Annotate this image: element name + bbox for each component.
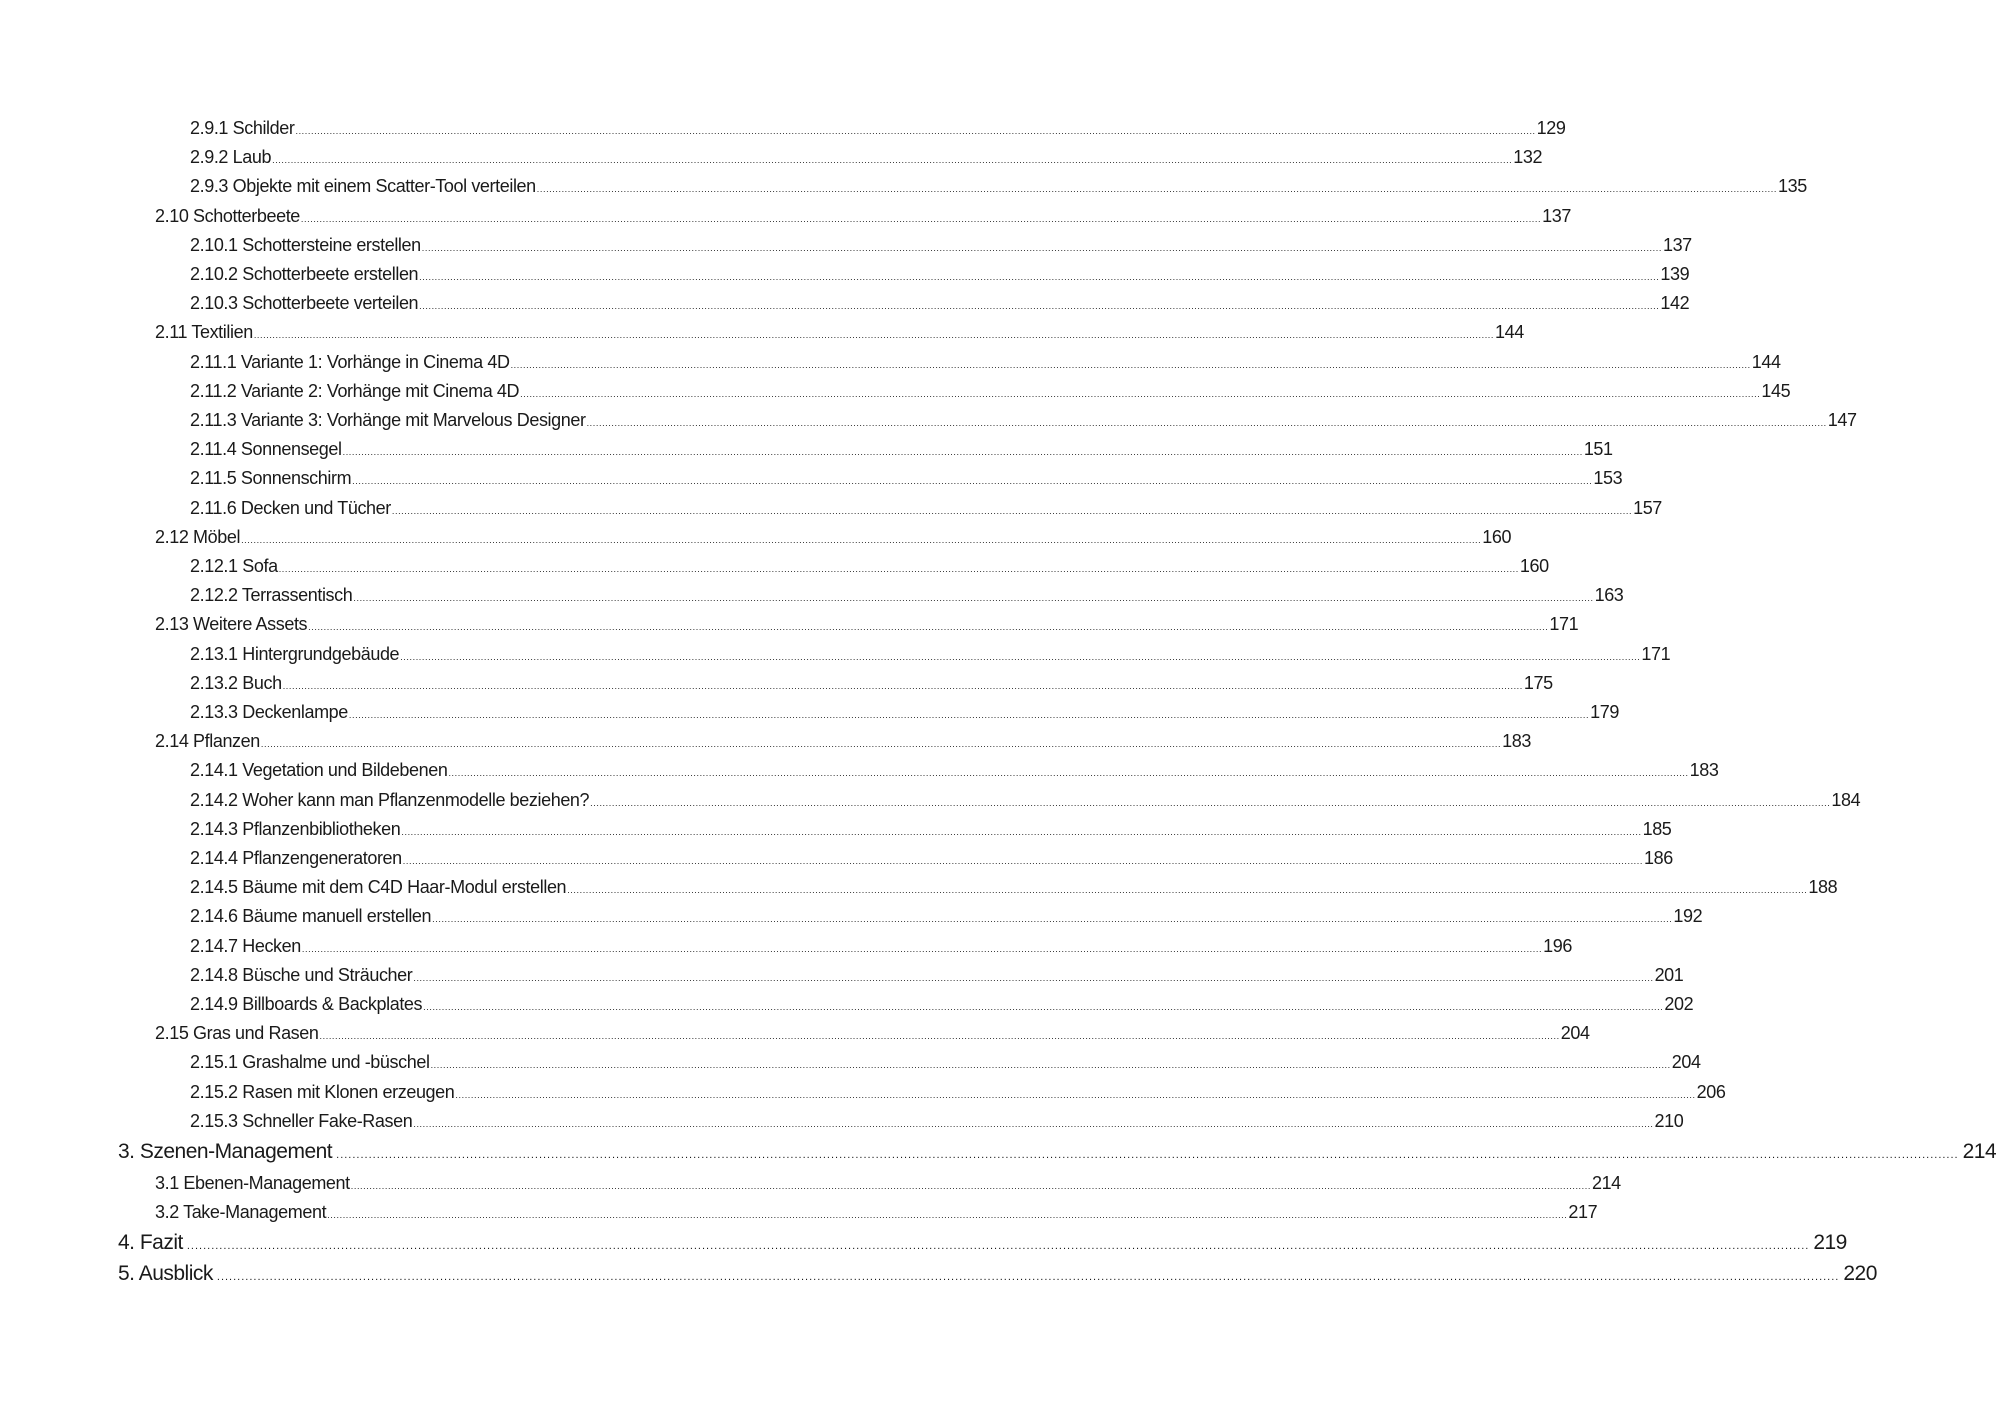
toc-entry[interactable]	[190, 934, 1572, 958]
toc-entry[interactable]	[190, 350, 1781, 374]
dot-leader: ................................................................................................................................................................................................................................................................................................................................................................................................................	[536, 184, 1777, 195]
dot-leader: ................................................................................................................................................................................................................................................................................................................................................................................................................	[272, 155, 1513, 166]
dot-leader: ................................................................................................................................................................................................................................................................................................................................................................................................................	[300, 213, 1542, 224]
toc-entry-page: 183	[1502, 731, 1531, 752]
toc-entry-title: 2.14.7 Hecken	[190, 935, 301, 956]
dot-leader: ................................................................................................................................................................................................................................................................................................................................................................................................................	[295, 126, 1536, 136]
toc-entry-page: 153	[1593, 468, 1623, 489]
toc-entry[interactable]	[155, 729, 1531, 753]
toc-entry[interactable]	[190, 291, 1690, 315]
toc-entry-title: 2.14.2 Woher kann man Pflanzenmodelle beziehen?	[190, 789, 590, 810]
dot-leader: ................................................................................................................................................................................................................................................................................................................................................................................................................	[520, 388, 1761, 399]
toc-entry-page: 175	[1523, 672, 1553, 693]
toc-entry-page: 132	[1513, 147, 1543, 168]
toc-entry[interactable]	[155, 1171, 1621, 1195]
toc-entry-title: 2.9.1 Schilder	[190, 118, 295, 138]
toc-entry-page: 160	[1519, 556, 1549, 576]
toc-entry[interactable]	[190, 875, 1838, 899]
toc-entry-title: 2.10.3 Schotterbeete verteilen	[190, 293, 419, 314]
toc-entry[interactable]	[190, 437, 1613, 461]
dot-leader: ................................................................................................................................................................................................................................................................................................................................................................................................................	[350, 1180, 1591, 1191]
dot-leader: ................................................................................................................................................................................................................................................................................................................................................................................................................	[419, 301, 1660, 312]
toc-entry[interactable]	[155, 320, 1524, 344]
dot-leader: ................................................................................................................................................................................................................................................................................................................................................................................................................	[402, 856, 1643, 866]
toc-entry-title: 2.14.8 Büsche und Sträucher	[190, 964, 413, 985]
dot-leader: ................................................................................................................................................................................................................................................................................................................................................................................................................	[400, 651, 1641, 662]
toc-entry-page: 171	[1549, 614, 1579, 635]
dot-leader: ................................................................................................................................................................................................................................................................................................................................................................................................................	[216, 1271, 1840, 1283]
toc-entry-page: 201	[1654, 964, 1684, 985]
toc-entry[interactable]	[190, 262, 1690, 286]
dot-leader: ................................................................................................................................................................................................................................................................................................................................................................................................................	[301, 943, 1543, 954]
toc-entry[interactable]	[190, 116, 1566, 140]
toc-entry-page: 144	[1751, 351, 1781, 372]
toc-entry[interactable]	[190, 408, 1857, 432]
dot-leader: ................................................................................................................................................................................................................................................................................................................................................................................................................	[253, 330, 1495, 341]
toc-entry-title: 3. Szenen-Management	[118, 1139, 333, 1163]
toc-entry-title: 2.9.2 Laub	[190, 147, 272, 168]
toc-entry-page: 163	[1594, 585, 1624, 606]
toc-entry[interactable]	[190, 700, 1619, 724]
toc-entry[interactable]	[190, 145, 1543, 169]
dot-leader: ................................................................................................................................................................................................................................................................................................................................................................................................................	[308, 622, 1549, 633]
toc-entry-title: 2.13.3 Deckenlampe	[190, 702, 348, 722]
toc-entry[interactable]	[190, 1109, 1684, 1133]
toc-entry[interactable]	[190, 788, 1861, 812]
toc-entry-page: 220	[1843, 1262, 1877, 1285]
dot-leader: ................................................................................................................................................................................................................................................................................................................................................................................................................	[319, 1031, 1560, 1042]
toc-entry-title: 2.13.1 Hintergrundgebäude	[190, 643, 400, 664]
toc-entry-page: 160	[1482, 526, 1512, 547]
toc-entry-page: 183	[1689, 760, 1719, 781]
dot-leader: ................................................................................................................................................................................................................................................................................................................................................................................................................	[391, 505, 1633, 516]
toc-entry-title: 4. Fazit	[118, 1231, 183, 1254]
toc-entry[interactable]	[190, 583, 1624, 607]
toc-entry[interactable]	[118, 1260, 1877, 1288]
toc-entry-title: 2.14 Pflanzen	[155, 731, 260, 752]
toc-entry-title: 2.14.9 Billboards & Backplates	[190, 994, 423, 1014]
toc-entry-title: 2.11.3 Variante 3: Vorhänge mit Marvelous Designer	[190, 410, 586, 430]
toc-entry-page: 129	[1536, 118, 1566, 138]
toc-entry-title: 2.13 Weitere Assets	[155, 614, 308, 635]
toc-entry[interactable]	[190, 904, 1703, 928]
dot-leader: ................................................................................................................................................................................................................................................................................................................................................................................................................	[590, 797, 1831, 808]
toc-entry-page: 144	[1495, 322, 1524, 343]
toc-entry-title: 2.9.3 Objekte mit einem Scatter-Tool verteilen	[190, 176, 536, 197]
toc-entry[interactable]	[190, 496, 1662, 520]
toc-entry-title: 2.11.5 Sonnenschirm	[190, 468, 352, 489]
toc-entry-title: 2.11.1 Variante 1: Vorhänge in Cinema 4D	[190, 351, 510, 372]
dot-leader: ................................................................................................................................................................................................................................................................................................................................................................................................................	[432, 914, 1673, 925]
dot-leader: ................................................................................................................................................................................................................................................................................................................................................................................................................	[241, 534, 1482, 545]
dot-leader: ................................................................................................................................................................................................................................................................................................................................................................................................................	[352, 476, 1593, 487]
toc-entry-page: 145	[1761, 380, 1791, 401]
dot-leader: ................................................................................................................................................................................................................................................................................................................................................................................................................	[567, 885, 1808, 896]
dot-leader: ................................................................................................................................................................................................................................................................................................................................................................................................................	[342, 447, 1583, 458]
toc-entry-title: 2.14.3 Pflanzenbibliotheken	[190, 818, 401, 839]
dot-leader: ................................................................................................................................................................................................................................................................................................................................................................................................................	[336, 1148, 1959, 1161]
toc-entry-page: 188	[1808, 877, 1838, 898]
dot-leader: ................................................................................................................................................................................................................................................................................................................................................................................................................	[430, 1060, 1671, 1071]
toc-entry-title: 2.12.1 Sofa	[190, 556, 278, 576]
toc-entry[interactable]	[190, 174, 1807, 198]
dot-leader: ................................................................................................................................................................................................................................................................................................................................................................................................................	[260, 739, 1502, 750]
toc-entry-page: 196	[1543, 935, 1572, 956]
dot-leader: ................................................................................................................................................................................................................................................................................................................................................................................................................	[413, 1118, 1654, 1129]
dot-leader: ................................................................................................................................................................................................................................................................................................................................................................................................................	[423, 1002, 1664, 1012]
toc-entry-page: 157	[1633, 497, 1662, 518]
toc-entry-title: 2.10.2 Schotterbeete erstellen	[190, 264, 419, 284]
toc-entry[interactable]	[118, 1138, 1996, 1166]
toc-entry[interactable]	[155, 1021, 1590, 1045]
toc-entry[interactable]	[190, 642, 1671, 666]
dot-leader: ................................................................................................................................................................................................................................................................................................................................................................................................................	[353, 593, 1594, 604]
toc-entry-page: 142	[1660, 293, 1690, 314]
toc-entry-page: 147	[1827, 410, 1857, 430]
toc-entry-title: 2.15.2 Rasen mit Klonen erzeugen	[190, 1081, 455, 1102]
toc-entry-title: 2.12.2 Terrassentisch	[190, 585, 353, 606]
toc-entry[interactable]	[190, 379, 1791, 403]
toc-entry-page: 185	[1642, 818, 1672, 839]
toc-entry[interactable]	[190, 1050, 1701, 1074]
toc-entry-title: 2.10 Schotterbeete	[155, 205, 300, 226]
toc-entry-page: 214	[1591, 1172, 1621, 1193]
toc-entry[interactable]	[190, 992, 1694, 1016]
toc-entry-page: 202	[1664, 994, 1694, 1014]
toc-entry-title: 2.15.1 Grashalme und -büschel	[190, 1052, 430, 1073]
toc-entry-title: 2.15.3 Schneller Fake-Rasen	[190, 1110, 413, 1131]
dot-leader: ................................................................................................................................................................................................................................................................................................................................................................................................................	[586, 418, 1827, 428]
toc-entry[interactable]	[190, 846, 1673, 870]
toc-entry[interactable]	[155, 204, 1571, 228]
toc-entry-page: 219	[1813, 1231, 1847, 1254]
toc-entry-title: 2.14.5 Bäume mit dem C4D Haar-Modul erstellen	[190, 877, 567, 898]
dot-leader: ................................................................................................................................................................................................................................................................................................................................................................................................................	[510, 359, 1751, 370]
toc-entry-title: 2.10.1 Schottersteine erstellen	[190, 234, 421, 255]
toc-entry-title: 2.11.2 Variante 2: Vorhänge mit Cinema 4D	[190, 380, 520, 401]
toc-entry-page: 137	[1662, 234, 1692, 255]
toc-entry-title: 2.11.4 Sonnensegel	[190, 439, 342, 460]
toc-entry-title: 2.11 Textilien	[155, 322, 253, 343]
toc-entry-page: 210	[1654, 1110, 1684, 1131]
toc-entry-page: 217	[1568, 1202, 1598, 1222]
toc-entry-title: 2.14.4 Pflanzengeneratoren	[190, 848, 402, 868]
toc-entry-title: 2.14.6 Bäume manuell erstellen	[190, 906, 432, 927]
toc-entry-page: 179	[1590, 702, 1619, 722]
dot-leader: ................................................................................................................................................................................................................................................................................................................................................................................................................	[413, 972, 1654, 983]
toc-entry-page: 204	[1560, 1023, 1590, 1044]
toc-entry[interactable]	[155, 612, 1579, 636]
dot-leader: ................................................................................................................................................................................................................................................................................................................................................................................................................	[282, 680, 1523, 691]
toc-entry[interactable]	[190, 233, 1692, 257]
dot-leader: ................................................................................................................................................................................................................................................................................................................................................................................................................	[186, 1240, 1810, 1252]
dot-leader: ................................................................................................................................................................................................................................................................................................................................................................................................................	[448, 768, 1689, 779]
dot-leader: ................................................................................................................................................................................................................................................................................................................................................................................................................	[401, 826, 1642, 837]
dot-leader: ................................................................................................................................................................................................................................................................................................................................................................................................................	[419, 272, 1660, 282]
toc-entry[interactable]	[190, 671, 1553, 695]
dot-leader: ................................................................................................................................................................................................................................................................................................................................................................................................................	[327, 1210, 1568, 1220]
toc-entry[interactable]	[190, 963, 1684, 987]
toc-entry-title: 2.14.1 Vegetation und Bildebenen	[190, 760, 448, 781]
toc-entry-page: 204	[1671, 1052, 1701, 1073]
dot-leader: ................................................................................................................................................................................................................................................................................................................................................................................................................	[421, 242, 1662, 253]
toc-entry-title: 2.15 Gras und Rasen	[155, 1023, 319, 1044]
toc-entry-page: 139	[1660, 264, 1690, 284]
dot-leader: ................................................................................................................................................................................................................................................................................................................................................................................................................	[348, 710, 1590, 720]
toc-entry[interactable]	[190, 1080, 1726, 1104]
toc-entry-page: 206	[1696, 1081, 1726, 1102]
toc-entry[interactable]	[190, 466, 1623, 490]
toc-entry-page: 184	[1831, 789, 1861, 810]
toc-entry-page: 171	[1641, 643, 1671, 664]
dot-leader: ................................................................................................................................................................................................................................................................................................................................................................................................................	[278, 564, 1519, 574]
toc-entry[interactable]	[190, 817, 1672, 841]
toc-entry-page: 192	[1673, 906, 1703, 927]
toc-entry-title: 3.1 Ebenen-Management	[155, 1172, 350, 1193]
toc-entry-title: 3.2 Take-Management	[155, 1202, 327, 1222]
toc-entry-page: 137	[1542, 205, 1571, 226]
toc-entry-title: 2.12 Möbel	[155, 526, 241, 547]
toc-entry-title: 2.13.2 Buch	[190, 672, 282, 693]
toc-entry[interactable]	[118, 1229, 1847, 1257]
toc-entry-page: 135	[1777, 176, 1807, 197]
toc-entry[interactable]	[190, 554, 1549, 578]
toc-entry[interactable]	[155, 1200, 1598, 1224]
toc-entry-page: 151	[1583, 439, 1613, 460]
toc-entry[interactable]	[190, 758, 1719, 782]
dot-leader: ................................................................................................................................................................................................................................................................................................................................................................................................................	[455, 1089, 1696, 1100]
toc-entry-page: 186	[1643, 848, 1673, 868]
toc-entry-title: 2.11.6 Decken und Tücher	[190, 497, 391, 518]
toc-entry-page: 214	[1962, 1139, 1996, 1163]
toc-entry[interactable]	[155, 525, 1512, 549]
toc-entry-title: 5. Ausblick	[118, 1262, 213, 1285]
